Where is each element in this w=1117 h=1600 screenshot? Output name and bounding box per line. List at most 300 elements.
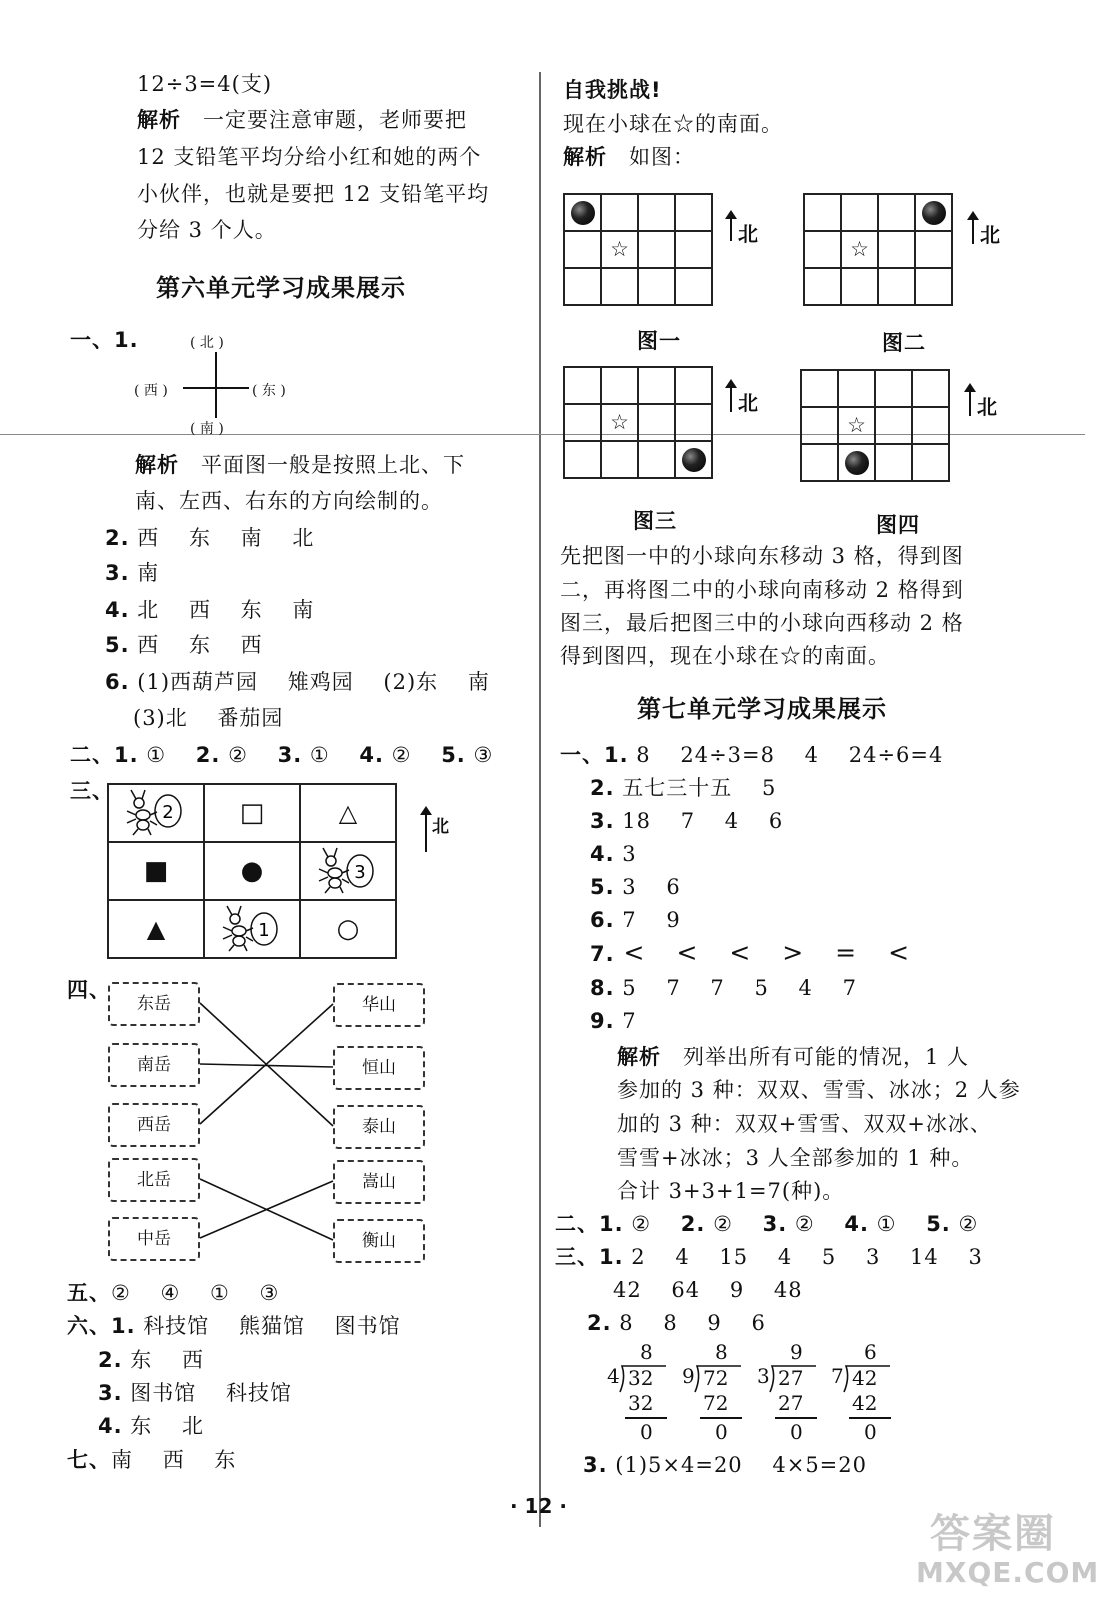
answer: 5 xyxy=(821,1245,837,1269)
question-number: 3. xyxy=(762,1212,788,1236)
question-number: 2. xyxy=(680,1212,706,1236)
answer: 48 xyxy=(773,1278,803,1302)
analysis-line: 12 支铅笔平均分给小红和她的两个 xyxy=(137,145,482,169)
figure-3-grid xyxy=(563,366,713,479)
answer: 西 xyxy=(181,1348,204,1372)
answer: 9 xyxy=(729,1278,745,1302)
answer: (2)东 xyxy=(383,670,439,694)
answer: 7 xyxy=(710,976,725,1000)
answer: ① xyxy=(210,1281,230,1305)
question-number: 5. xyxy=(590,875,615,899)
question-number: 8. xyxy=(590,976,615,1000)
answer: 西 xyxy=(137,633,160,657)
answer-row xyxy=(560,737,943,773)
answer-row xyxy=(555,1239,983,1275)
matching-left-box: 西岳 xyxy=(108,1103,200,1147)
north-label: 北 xyxy=(738,222,758,246)
figure-1-grid xyxy=(563,193,713,306)
grid-cell xyxy=(841,231,878,268)
grid-cell xyxy=(915,231,952,268)
dividend: 72 xyxy=(703,1366,729,1390)
answer: = xyxy=(835,938,858,967)
equation: 12÷3=4(支) xyxy=(137,72,273,96)
answer-row xyxy=(67,1275,279,1311)
answer: > xyxy=(782,938,805,967)
answer-row xyxy=(590,869,681,905)
answer-row xyxy=(590,935,910,972)
answer-row xyxy=(98,1375,292,1411)
star-icon: ☆ xyxy=(610,237,629,261)
partial-product: 42 xyxy=(852,1391,878,1415)
grid-cell xyxy=(564,268,601,305)
answer: (1)5×4=20 xyxy=(615,1453,743,1477)
ball-icon xyxy=(922,201,946,225)
matching-right-box: 华山 xyxy=(333,983,425,1027)
answer: 4 xyxy=(724,809,740,833)
analysis-line: 一定要注意审题，老师要把 xyxy=(203,108,467,132)
partial-product: 32 xyxy=(628,1391,654,1415)
grid-cell xyxy=(838,370,875,407)
quotient: 9 xyxy=(790,1340,803,1364)
ant-number: 2 xyxy=(162,802,174,823)
analysis-line: 平面图一般是按照上北、下 xyxy=(201,453,465,477)
grid-cell xyxy=(838,444,875,481)
matching-right-box: 泰山 xyxy=(333,1105,425,1149)
compass-west: ( 西 ) xyxy=(134,383,168,399)
matching-right-box: 恒山 xyxy=(333,1046,425,1090)
analysis-line: 分给 3 个人。 xyxy=(137,218,277,242)
question-number: 4. xyxy=(359,743,384,767)
answer: 4 xyxy=(804,743,820,767)
grid-cell xyxy=(564,231,601,268)
north-arrow-head xyxy=(967,211,979,220)
answer-row xyxy=(67,1308,401,1344)
grid-cell xyxy=(801,444,838,481)
dividend: 42 xyxy=(852,1366,878,1390)
matching-left-box: 东岳 xyxy=(108,982,200,1026)
question-number: 6. xyxy=(105,670,130,694)
answer: 科技馆 xyxy=(225,1381,292,1405)
divisor: 4 xyxy=(607,1364,620,1388)
answer: 熊猫馆 xyxy=(238,1314,305,1338)
answer: ② xyxy=(228,743,248,767)
answer: 15 xyxy=(719,1245,749,1269)
partial-product: 72 xyxy=(703,1391,729,1415)
section-number: 二、 xyxy=(70,743,114,767)
long-division xyxy=(607,1340,667,1450)
dividend: 32 xyxy=(628,1366,654,1390)
answer: 东 xyxy=(240,598,263,622)
answer: 4 xyxy=(777,1245,793,1269)
answer: ② xyxy=(631,1212,652,1236)
answer: ② xyxy=(111,1281,131,1305)
answer: 东 xyxy=(130,1348,153,1372)
answer: 南 xyxy=(137,561,160,585)
challenge-title: 自我挑战! xyxy=(563,78,662,102)
division-rule xyxy=(849,1417,891,1419)
grid-cell xyxy=(638,441,675,478)
analysis-line: 参加的 3 种：双双、雪雪、冰冰；2 人参 xyxy=(617,1078,1021,1102)
compass-east: ( 东 ) xyxy=(252,383,286,399)
answer: 4×5=20 xyxy=(772,1453,867,1477)
answer: 雉鸡园 xyxy=(287,670,354,694)
challenge-answer: 现在小球在☆的南面。 xyxy=(563,112,783,136)
matching-right-box: 衡山 xyxy=(333,1219,425,1263)
answer: 西 xyxy=(188,598,211,622)
division-rule xyxy=(625,1417,667,1419)
ball-icon xyxy=(845,451,869,475)
grid-cell xyxy=(638,268,675,305)
paragraph-line: 先把图一中的小球向东移动 3 格，得到图 xyxy=(560,544,964,568)
question-number: 5. xyxy=(441,743,466,767)
quotient: 8 xyxy=(715,1340,728,1364)
question-number: 4. xyxy=(98,1414,123,1438)
partial-product: 27 xyxy=(778,1391,804,1415)
question-number: 1. xyxy=(111,1314,136,1338)
answer: 24÷6=4 xyxy=(848,743,944,767)
answer: 6 xyxy=(751,1311,766,1335)
answer: ① xyxy=(876,1212,897,1236)
grid-cell xyxy=(875,370,912,407)
north-arrow-head xyxy=(725,210,737,219)
analysis-line: 加的 3 种：双双+雪雪、双双+冰冰、 xyxy=(617,1112,992,1136)
section-number: 二、 xyxy=(555,1212,599,1236)
north-label: 北 xyxy=(738,391,758,415)
divisor: 7 xyxy=(831,1364,844,1388)
north-label: 北 xyxy=(432,817,449,837)
answer: 24÷3=8 xyxy=(680,743,775,767)
answer: 东 xyxy=(188,633,211,657)
figure-label: 图二 xyxy=(882,331,926,355)
answer: ③ xyxy=(473,743,494,767)
answer: 9 xyxy=(707,1311,722,1335)
answer: < xyxy=(888,938,911,967)
grid-cell xyxy=(675,194,712,231)
grid-cell xyxy=(638,231,675,268)
answer: 北 xyxy=(181,1414,204,1438)
answer: 18 xyxy=(622,809,652,833)
grid-cell xyxy=(801,370,838,407)
analysis-label: 解析 xyxy=(137,108,181,132)
analysis-line: 南、左西、右东的方向绘制的。 xyxy=(135,489,443,513)
ant-number: 3 xyxy=(354,862,366,883)
grid-cell xyxy=(804,268,841,305)
answer: ② xyxy=(713,1212,733,1236)
answer: 64 xyxy=(671,1278,701,1302)
answer: 西 xyxy=(162,1448,185,1472)
question-number: 9. xyxy=(590,1009,615,1033)
divisor: 9 xyxy=(682,1364,695,1388)
answer: ② xyxy=(958,1212,979,1236)
answer: 5 xyxy=(622,976,637,1000)
answer-row xyxy=(587,1305,766,1341)
answer: 2 xyxy=(631,1245,646,1269)
grid-cell xyxy=(601,231,638,268)
answer-row xyxy=(590,970,857,1006)
triangle-filled-icon: ▲ xyxy=(146,915,166,943)
matching-left-box: 南岳 xyxy=(108,1043,200,1087)
north-arrow-icon xyxy=(969,388,971,416)
answer-row xyxy=(555,1206,978,1242)
answer: 7 xyxy=(622,1009,637,1033)
divisor: 3 xyxy=(757,1364,770,1388)
answer: ① xyxy=(146,743,167,767)
division-rule xyxy=(775,1417,817,1419)
match-line xyxy=(200,1181,333,1238)
grid-cell xyxy=(841,268,878,305)
ball-icon xyxy=(682,448,706,472)
analysis-label: 解析 xyxy=(617,1045,661,1069)
star-icon: ☆ xyxy=(850,237,869,261)
quotient: 8 xyxy=(640,1340,653,1364)
answer: (3)北 xyxy=(133,706,188,730)
question-number: 4. xyxy=(844,1212,869,1236)
dividend: 27 xyxy=(778,1366,804,1390)
analysis-block xyxy=(563,139,695,175)
grid-cell xyxy=(675,367,712,404)
remainder: 0 xyxy=(864,1420,877,1444)
answer: 图书馆 xyxy=(334,1314,401,1338)
grid-cell xyxy=(912,370,949,407)
answer: 6 xyxy=(666,875,681,899)
answer: 7 xyxy=(680,809,696,833)
long-division xyxy=(757,1340,817,1450)
answer: 番茄园 xyxy=(217,706,284,730)
answer: 3 xyxy=(968,1245,983,1269)
grid-cell xyxy=(601,268,638,305)
matching-lines xyxy=(0,0,540,1300)
matching-left-box: 北岳 xyxy=(108,1158,200,1202)
answer: 东 xyxy=(130,1414,153,1438)
answer-row xyxy=(98,1408,204,1444)
question-number: 4. xyxy=(105,598,130,622)
grid-cell xyxy=(841,194,878,231)
north-label: 北 xyxy=(977,395,997,419)
grid-cell xyxy=(675,404,712,441)
answer: 图书馆 xyxy=(130,1381,197,1405)
star-icon: ☆ xyxy=(847,413,866,437)
grid-cell xyxy=(912,444,949,481)
triangle-outline-icon: △ xyxy=(338,799,358,827)
answer: 东 xyxy=(188,526,211,550)
answer: 42 xyxy=(613,1278,642,1302)
compass-north: ( 北 ) xyxy=(190,335,224,351)
answer-row xyxy=(590,770,776,806)
answer-row xyxy=(583,1447,867,1483)
grid-cell xyxy=(638,194,675,231)
quotient: 6 xyxy=(864,1340,877,1364)
answer-row xyxy=(613,1272,803,1308)
unit6-title: 第六单元学习成果展示 xyxy=(156,274,406,302)
answer: 北 xyxy=(137,598,160,622)
question-number: 6. xyxy=(590,908,615,932)
question-number: 2. xyxy=(98,1348,123,1372)
grid-cell xyxy=(878,194,915,231)
grid-cell xyxy=(638,404,675,441)
remainder: 0 xyxy=(640,1420,653,1444)
answer: 8 xyxy=(636,743,651,767)
question-number: 一、1. xyxy=(560,743,629,767)
answer: ④ xyxy=(160,1281,181,1305)
answer: ② xyxy=(391,743,412,767)
watermark-url: MXQE.COM xyxy=(916,1556,1100,1589)
answer: 4 xyxy=(798,976,813,1000)
remainder: 0 xyxy=(790,1420,803,1444)
question-number: 三、1. xyxy=(555,1245,624,1269)
grid-cell xyxy=(878,268,915,305)
grid-cell xyxy=(804,194,841,231)
answer: 14 xyxy=(910,1245,939,1269)
answer-row xyxy=(590,803,783,839)
answer: 8 xyxy=(619,1311,634,1335)
grid-cell xyxy=(915,194,952,231)
question-number: 4. xyxy=(590,842,615,866)
grid-cell xyxy=(638,367,675,404)
square-outline-icon: □ xyxy=(239,798,265,828)
watermark-logo: 答案圈 xyxy=(930,1511,1056,1557)
answer: ① xyxy=(309,743,330,767)
answer: 4 xyxy=(675,1245,690,1269)
paragraph-line: 图三，最后把图三中的小球向西移动 2 格 xyxy=(560,611,964,635)
answer: 南 xyxy=(467,670,490,694)
question-number: 3. xyxy=(105,561,130,585)
figure-4-grid xyxy=(800,369,950,482)
analysis-text: 如图： xyxy=(629,145,695,169)
matching-right-box: 嵩山 xyxy=(333,1160,425,1204)
section-number: 四、 xyxy=(67,978,111,1002)
question-number: 2. xyxy=(587,1311,612,1335)
question-number: 3. xyxy=(583,1453,608,1477)
answer: < xyxy=(676,938,699,967)
answer: 科技馆 xyxy=(143,1314,210,1338)
question-number: 2. xyxy=(590,776,615,800)
question-number: 1. xyxy=(114,743,139,767)
answer: < xyxy=(623,938,646,967)
grid-cell xyxy=(564,404,601,441)
grid-cell xyxy=(804,231,841,268)
grid-cell xyxy=(675,268,712,305)
remainder: 0 xyxy=(715,1420,728,1444)
grid-cell xyxy=(601,367,638,404)
analysis-line: 小伙伴，也就是要把 12 支铅笔平均 xyxy=(137,182,490,206)
circle-outline-icon: ○ xyxy=(336,914,360,944)
grid-cell xyxy=(801,407,838,444)
question-number: 3. xyxy=(590,809,615,833)
grid-cell xyxy=(601,194,638,231)
grid-cell xyxy=(601,404,638,441)
answer: 南 xyxy=(111,1448,133,1472)
section-number: 三、 xyxy=(70,779,114,803)
question-number: 2. xyxy=(195,743,221,767)
matching-left-box: 中岳 xyxy=(108,1217,200,1261)
long-division xyxy=(682,1340,742,1450)
answer: 北 xyxy=(292,526,315,550)
grid-cell xyxy=(915,268,952,305)
grid-cell xyxy=(875,407,912,444)
figure-2-grid xyxy=(803,193,953,306)
answer: 7 xyxy=(622,908,637,932)
answer-row xyxy=(590,902,681,938)
division-rule xyxy=(700,1417,742,1419)
figure-label: 图三 xyxy=(633,509,677,533)
answer: ② xyxy=(794,1212,815,1236)
grid-cell xyxy=(675,231,712,268)
answer: 8 xyxy=(663,1311,678,1335)
paragraph-line: 二，再将图二中的小球向南移动 2 格得到 xyxy=(560,578,964,602)
answer: 西 xyxy=(240,633,263,657)
section-number: 六、 xyxy=(67,1314,111,1338)
answer: 5 xyxy=(761,776,777,800)
north-label: 北 xyxy=(980,223,1000,247)
answer: 南 xyxy=(240,526,263,550)
grid-cell xyxy=(878,231,915,268)
grid-cell xyxy=(564,367,601,404)
grid-cell xyxy=(912,407,949,444)
answer-row xyxy=(98,1342,204,1378)
analysis-line: 列举出所有可能的情况，1 人 xyxy=(683,1045,970,1069)
question-number: 3. xyxy=(277,743,303,767)
section-number: 五、 xyxy=(67,1281,111,1305)
question-number: 2. xyxy=(105,526,130,550)
figure-label: 图四 xyxy=(876,513,920,537)
question-number: 1. xyxy=(599,1212,624,1236)
grid-cell xyxy=(564,194,601,231)
answer-row xyxy=(590,836,637,872)
answer: 3 xyxy=(622,875,637,899)
answer: 3 xyxy=(865,1245,881,1269)
answer: 9 xyxy=(666,908,681,932)
answer: 西 xyxy=(137,526,160,550)
answer: 5 xyxy=(754,976,769,1000)
analysis-line: 合计 3+3+1=7(种)。 xyxy=(617,1179,845,1203)
grid-cell xyxy=(601,441,638,478)
paragraph-line: 得到图四，现在小球在☆的南面。 xyxy=(560,644,890,668)
north-arrow-icon xyxy=(730,384,732,412)
answer: 3 xyxy=(622,842,637,866)
star-icon: ☆ xyxy=(610,410,629,434)
north-arrow-head xyxy=(964,383,976,392)
grid-cell xyxy=(875,444,912,481)
answer-row xyxy=(590,1003,637,1039)
answer: (1)西葫芦园 xyxy=(137,670,259,694)
section-number: 一、1. xyxy=(70,328,139,352)
answer: 南 xyxy=(292,598,315,622)
grid-cell xyxy=(675,441,712,478)
answer: < xyxy=(729,938,752,967)
question-number: 7. xyxy=(590,942,615,966)
analysis-label: 解析 xyxy=(563,145,607,169)
answer-row xyxy=(67,1442,236,1478)
ball-icon xyxy=(571,201,595,225)
answer: 7 xyxy=(842,976,857,1000)
analysis-block xyxy=(617,1039,969,1075)
answer: 7 xyxy=(666,976,681,1000)
section-number: 七、 xyxy=(67,1448,111,1472)
answer: 东 xyxy=(214,1448,237,1472)
north-arrow-icon xyxy=(972,216,974,244)
page-number: · 12 · xyxy=(510,1494,567,1518)
analysis-line: 雪雪+冰冰；3 人全部参加的 1 种。 xyxy=(617,1146,974,1170)
answer: 五七三十五 xyxy=(622,776,733,800)
compass-south: ( 南 ) xyxy=(190,421,224,437)
ant-number: 1 xyxy=(258,920,270,941)
question-number: 5. xyxy=(105,633,130,657)
long-division xyxy=(831,1340,891,1450)
answer: 6 xyxy=(768,809,784,833)
circle-filled-icon: ● xyxy=(240,856,264,886)
figure-label: 图一 xyxy=(637,329,681,353)
question-number: 5. xyxy=(926,1212,951,1236)
